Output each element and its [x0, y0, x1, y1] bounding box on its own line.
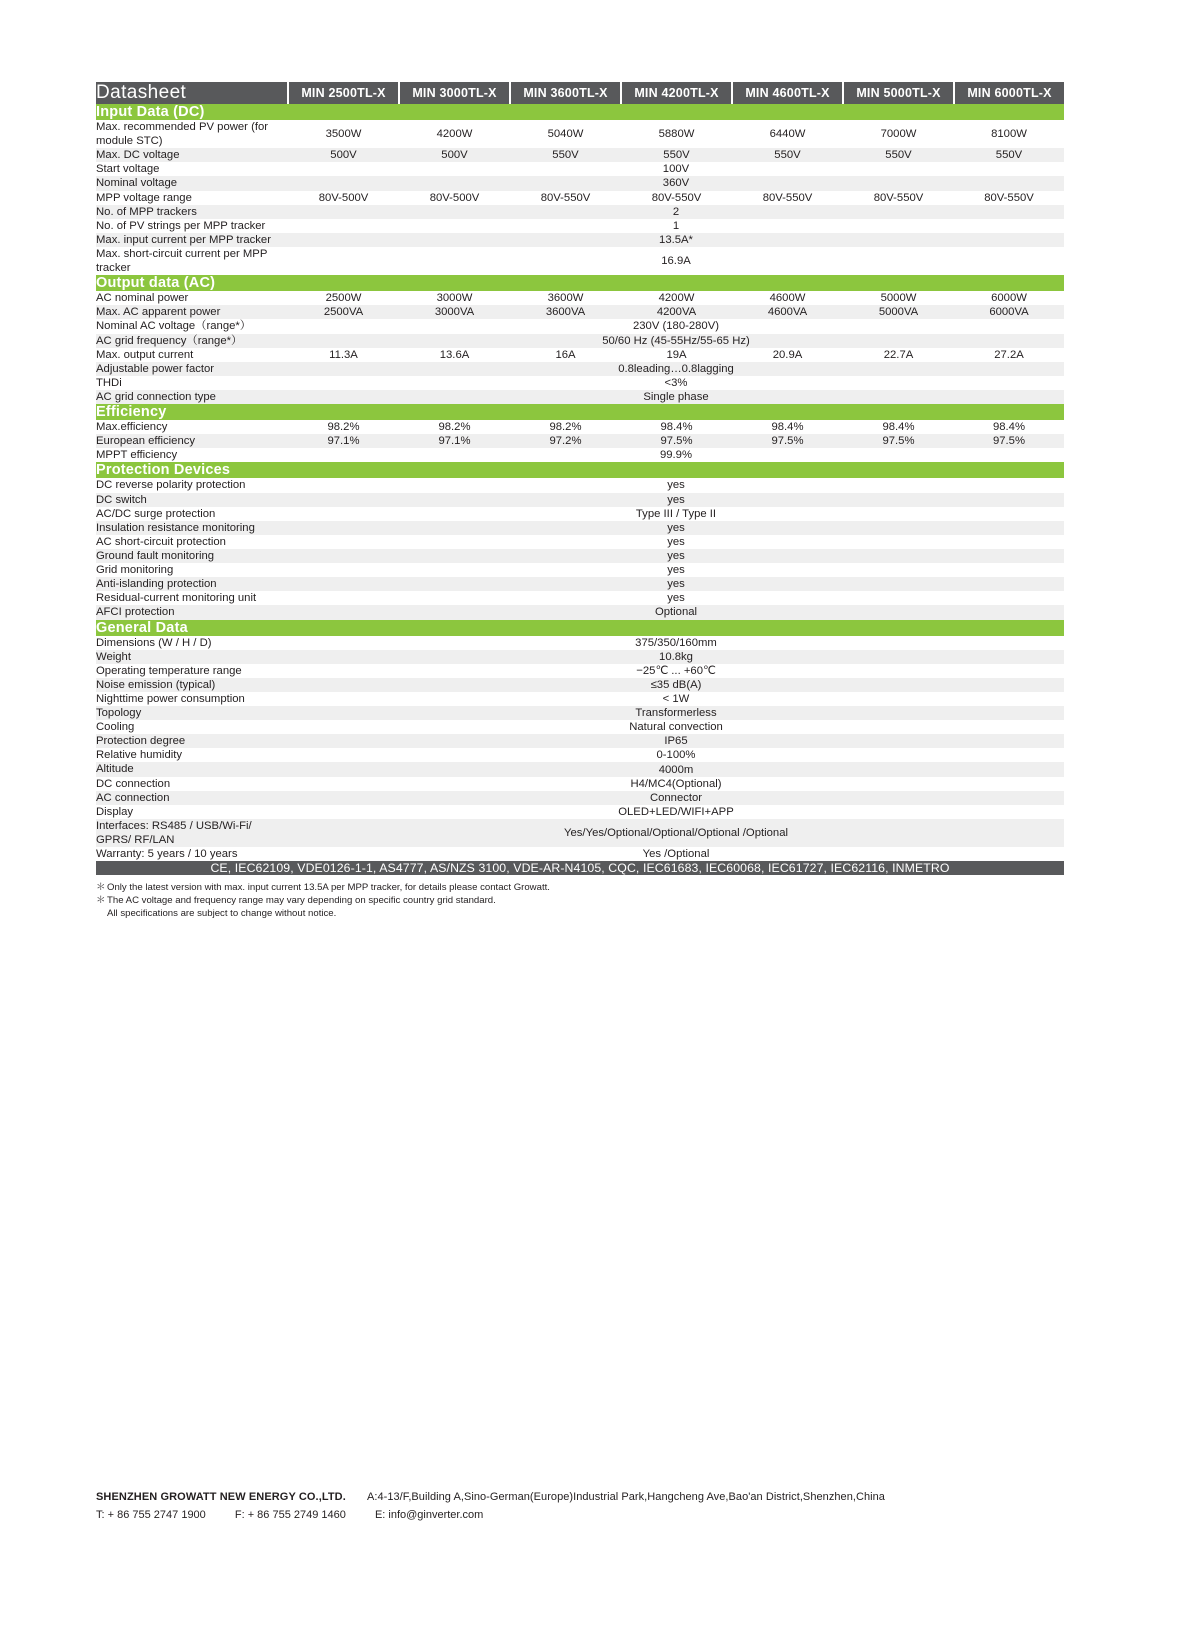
- table-row: [96, 334, 1064, 348]
- row-label: Topology: [96, 706, 288, 720]
- table-row: [96, 205, 1064, 219]
- row-value: 5000W: [843, 291, 954, 305]
- table-row: [96, 348, 1064, 362]
- row-label: Max. AC apparent power: [96, 305, 288, 319]
- model-header-3: MIN 4200TL-X: [621, 82, 732, 104]
- row-value-span: H4/MC4(Optional): [288, 777, 1064, 791]
- note-row-1: [96, 895, 1064, 908]
- row-value-span: yes: [288, 591, 1064, 605]
- table-row: [96, 478, 1064, 492]
- row-value-span: Optional: [288, 605, 1064, 619]
- row-label: Operating temperature range: [96, 664, 288, 678]
- table-row: [96, 521, 1064, 535]
- row-value: 3500W: [288, 120, 399, 148]
- row-label: MPPT efficiency: [96, 448, 288, 462]
- row-value-span: Type III / Type II: [288, 507, 1064, 521]
- row-value: 3000VA: [399, 305, 510, 319]
- row-value: 6000W: [954, 291, 1064, 305]
- model-header-6: MIN 6000TL-X: [954, 82, 1064, 104]
- row-label: Insulation resistance monitoring: [96, 521, 288, 535]
- row-value-span: yes: [288, 478, 1064, 492]
- row-label: Residual-current monitoring unit: [96, 591, 288, 605]
- row-value: 80V-500V: [288, 191, 399, 205]
- section-header-row: [96, 620, 1064, 636]
- row-value: 11.3A: [288, 348, 399, 362]
- row-label: Max. recommended PV power (for module STC): [96, 120, 288, 148]
- row-value: 7000W: [843, 120, 954, 148]
- row-value-span: yes: [288, 493, 1064, 507]
- note-0: Only the latest version with max. input current 13.5A per MPP tracker, for details please contact Growatt.: [107, 882, 550, 894]
- row-value-span: ≤35 dB(A): [288, 678, 1064, 692]
- row-value: 550V: [621, 148, 732, 162]
- row-value-span: 50/60 Hz (45-55Hz/55-65 Hz): [288, 334, 1064, 348]
- table-row: [96, 148, 1064, 162]
- row-label: Nighttime power consumption: [96, 692, 288, 706]
- row-label: Max. input current per MPP tracker: [96, 233, 288, 247]
- row-value: 3000W: [399, 291, 510, 305]
- row-value: 98.2%: [288, 420, 399, 434]
- row-label: Warranty: 5 years / 10 years: [96, 847, 288, 861]
- row-value-span: 360V: [288, 176, 1064, 190]
- certification-row: [96, 861, 1064, 875]
- datasheet-page: [96, 82, 1064, 920]
- table-row: [96, 847, 1064, 861]
- table-row: [96, 507, 1064, 521]
- row-value: 80V-550V: [843, 191, 954, 205]
- row-label: No. of MPP trackers: [96, 205, 288, 219]
- row-label: Anti-islanding protection: [96, 577, 288, 591]
- table-body: [96, 104, 1064, 861]
- table-row: [96, 176, 1064, 190]
- table-row: [96, 448, 1064, 462]
- row-value-span: 13.5A*: [288, 233, 1064, 247]
- table-row: [96, 247, 1064, 275]
- section-title: Input Data (DC): [96, 104, 1064, 120]
- row-value: 5040W: [510, 120, 621, 148]
- model-header-4: MIN 4600TL-X: [732, 82, 843, 104]
- row-value-span: 2: [288, 205, 1064, 219]
- table-row: [96, 777, 1064, 791]
- row-value: 97.5%: [732, 434, 843, 448]
- table-row: [96, 191, 1064, 205]
- table-row: [96, 120, 1064, 148]
- row-value-span: Natural convection: [288, 720, 1064, 734]
- header-row: [96, 82, 1064, 104]
- row-value: 98.4%: [732, 420, 843, 434]
- footer-company-line: [96, 1489, 1064, 1507]
- row-label: Interfaces: RS485 / USB/Wi-Fi/ GPRS/ RF/LAN: [96, 819, 288, 847]
- row-value: 8100W: [954, 120, 1064, 148]
- row-value-span: yes: [288, 577, 1064, 591]
- table-row: [96, 420, 1064, 434]
- company-name: SHENZHEN GROWATT NEW ENERGY CO.,LTD.: [96, 1491, 346, 1503]
- row-value-span: Transformerless: [288, 706, 1064, 720]
- row-value-span: Connector: [288, 791, 1064, 805]
- row-label: AC grid frequency（range*）: [96, 334, 288, 348]
- row-value-span: 0.8leading…0.8lagging: [288, 362, 1064, 376]
- table-row: [96, 563, 1064, 577]
- row-value: 98.4%: [621, 420, 732, 434]
- table-row: [96, 734, 1064, 748]
- row-value: 80V-550V: [732, 191, 843, 205]
- table-row: [96, 319, 1064, 333]
- row-value-span: 4000m: [288, 762, 1064, 776]
- table-row: [96, 678, 1064, 692]
- row-value-span: < 1W: [288, 692, 1064, 706]
- row-value: 80V-550V: [621, 191, 732, 205]
- row-label: Ground fault monitoring: [96, 549, 288, 563]
- row-value: 4200W: [399, 120, 510, 148]
- table-row: [96, 362, 1064, 376]
- row-value-span: 100V: [288, 162, 1064, 176]
- row-label: DC reverse polarity protection: [96, 478, 288, 492]
- row-label: Altitude: [96, 762, 288, 776]
- row-value-span: <3%: [288, 376, 1064, 390]
- row-value: 550V: [510, 148, 621, 162]
- datasheet-table: [96, 82, 1064, 875]
- table-row: [96, 805, 1064, 819]
- row-value: 80V-550V: [510, 191, 621, 205]
- row-value: 4600W: [732, 291, 843, 305]
- row-label: AC nominal power: [96, 291, 288, 305]
- model-header-1: MIN 3000TL-X: [399, 82, 510, 104]
- section-header-row: [96, 104, 1064, 120]
- row-value: 98.4%: [843, 420, 954, 434]
- row-label: No. of PV strings per MPP tracker: [96, 219, 288, 233]
- note-2: All specifications are subject to change without notice.: [107, 907, 337, 919]
- row-value: 2500W: [288, 291, 399, 305]
- table-row: [96, 434, 1064, 448]
- row-label: Max. DC voltage: [96, 148, 288, 162]
- table-row: [96, 549, 1064, 563]
- row-value: 13.6A: [399, 348, 510, 362]
- row-value: 550V: [843, 148, 954, 162]
- row-value-span: 16.9A: [288, 247, 1064, 275]
- row-value: 97.5%: [843, 434, 954, 448]
- table-row: [96, 605, 1064, 619]
- row-value: 97.5%: [954, 434, 1064, 448]
- row-label: Start voltage: [96, 162, 288, 176]
- model-header-5: MIN 5000TL-X: [843, 82, 954, 104]
- row-value: 4600VA: [732, 305, 843, 319]
- row-value-span: IP65: [288, 734, 1064, 748]
- row-value: 500V: [399, 148, 510, 162]
- table-row: [96, 762, 1064, 776]
- row-label: Cooling: [96, 720, 288, 734]
- row-value: 16A: [510, 348, 621, 362]
- table-row: [96, 591, 1064, 605]
- row-value-span: 375/350/160mm: [288, 636, 1064, 650]
- fax: F: + 86 755 2749 1460: [234, 1508, 346, 1521]
- row-label: Noise emission (typical): [96, 678, 288, 692]
- row-label: Display: [96, 805, 288, 819]
- row-value-span: Single phase: [288, 390, 1064, 404]
- row-label: Protection degree: [96, 734, 288, 748]
- row-value: 500V: [288, 148, 399, 162]
- row-value: 97.1%: [288, 434, 399, 448]
- notes-block: [96, 882, 1064, 920]
- page-footer: [96, 1489, 1064, 1524]
- row-value: 20.9A: [732, 348, 843, 362]
- table-row: [96, 291, 1064, 305]
- certification-body: [96, 861, 1064, 875]
- row-label: THDi: [96, 376, 288, 390]
- row-value: 80V-550V: [954, 191, 1064, 205]
- table-row: [96, 376, 1064, 390]
- row-value: 98.2%: [399, 420, 510, 434]
- note-row-0: [96, 882, 1064, 895]
- asterisk-icon: ＊: [96, 882, 106, 894]
- row-value-span: 1: [288, 219, 1064, 233]
- email[interactable]: E: info@ginverter.com: [374, 1508, 484, 1521]
- note-1: The AC voltage and frequency range may vary depending on specific country grid standard.: [107, 894, 496, 906]
- row-value: 98.2%: [510, 420, 621, 434]
- row-value: 22.7A: [843, 348, 954, 362]
- row-label: Max.efficiency: [96, 420, 288, 434]
- row-value: 3600W: [510, 291, 621, 305]
- section-header-row: [96, 462, 1064, 478]
- section-header-row: [96, 404, 1064, 420]
- table-row: [96, 706, 1064, 720]
- row-label: MPP voltage range: [96, 191, 288, 205]
- row-label: Max. short-circuit current per MPP tracker: [96, 247, 288, 275]
- table-row: [96, 233, 1064, 247]
- section-title: Efficiency: [96, 404, 1064, 420]
- table-row: [96, 748, 1064, 762]
- row-value-span: yes: [288, 563, 1064, 577]
- row-label: DC switch: [96, 493, 288, 507]
- row-value: 5000VA: [843, 305, 954, 319]
- datasheet-title: Datasheet: [96, 82, 288, 104]
- row-value: 4200VA: [621, 305, 732, 319]
- note-row-2: [96, 908, 1064, 921]
- row-value-span: OLED+LED/WIFI+APP: [288, 805, 1064, 819]
- row-label: AC/DC surge protection: [96, 507, 288, 521]
- row-value-span: 10.8kg: [288, 650, 1064, 664]
- row-value-span: Yes /Optional: [288, 847, 1064, 861]
- certification-text: CE, IEC62109, VDE0126-1-1, AS4777, AS/NZS 3100, VDE-AR-N4105, CQC, IEC61683, IEC60068, IEC61727, IEC62116, INMETRO: [96, 861, 1064, 875]
- row-value-span: yes: [288, 521, 1064, 535]
- table-row: [96, 219, 1064, 233]
- row-label: Nominal voltage: [96, 176, 288, 190]
- table-header: [96, 82, 1064, 104]
- row-label: Relative humidity: [96, 748, 288, 762]
- section-title: Output data (AC): [96, 275, 1064, 291]
- row-value-span: 0-100%: [288, 748, 1064, 762]
- row-label: Nominal AC voltage（range*）: [96, 319, 288, 333]
- row-value: 550V: [732, 148, 843, 162]
- row-label: Grid monitoring: [96, 563, 288, 577]
- row-label: Adjustable power factor: [96, 362, 288, 376]
- row-label: European efficiency: [96, 434, 288, 448]
- row-value-span: 99.9%: [288, 448, 1064, 462]
- footer-contact-line: [96, 1507, 1064, 1525]
- telephone: T: + 86 755 2747 1900: [96, 1508, 206, 1521]
- row-value: 98.4%: [954, 420, 1064, 434]
- row-value: 3600VA: [510, 305, 621, 319]
- table-row: [96, 720, 1064, 734]
- section-title: General Data: [96, 620, 1064, 636]
- row-value-span: Yes/Yes/Optional/Optional/Optional /Optional: [288, 819, 1064, 847]
- company-address: A:4-13/F,Building A,Sino-German(Europe)Industrial Park,Hangcheng Ave,Bao'an District,Shenzhen,China: [366, 1491, 885, 1503]
- section-header-row: [96, 275, 1064, 291]
- row-label: AC connection: [96, 791, 288, 805]
- row-value: 97.2%: [510, 434, 621, 448]
- table-row: [96, 577, 1064, 591]
- row-value-span: 230V (180-280V): [288, 319, 1064, 333]
- row-value: 97.1%: [399, 434, 510, 448]
- row-label: AFCI protection: [96, 605, 288, 619]
- table-row: [96, 650, 1064, 664]
- table-row: [96, 162, 1064, 176]
- row-value: 4200W: [621, 291, 732, 305]
- asterisk-icon: ＊: [96, 894, 106, 906]
- table-row: [96, 791, 1064, 805]
- row-label: Weight: [96, 650, 288, 664]
- row-value: 19A: [621, 348, 732, 362]
- row-label: Dimensions (W / H / D): [96, 636, 288, 650]
- row-value-span: −25℃ ... +60℃: [288, 664, 1064, 678]
- table-row: [96, 819, 1064, 847]
- table-row: [96, 305, 1064, 319]
- section-title: Protection Devices: [96, 462, 1064, 478]
- table-row: [96, 664, 1064, 678]
- row-value: 550V: [954, 148, 1064, 162]
- row-label: AC grid connection type: [96, 390, 288, 404]
- row-value: 2500VA: [288, 305, 399, 319]
- row-value: 27.2A: [954, 348, 1064, 362]
- row-value: 6000VA: [954, 305, 1064, 319]
- row-label: Max. output current: [96, 348, 288, 362]
- row-value-span: yes: [288, 535, 1064, 549]
- table-row: [96, 535, 1064, 549]
- row-label: DC connection: [96, 777, 288, 791]
- table-row: [96, 692, 1064, 706]
- model-header-0: MIN 2500TL-X: [288, 82, 399, 104]
- row-value: 5880W: [621, 120, 732, 148]
- row-value: 6440W: [732, 120, 843, 148]
- row-value: 80V-500V: [399, 191, 510, 205]
- row-label: AC short-circuit protection: [96, 535, 288, 549]
- model-header-2: MIN 3600TL-X: [510, 82, 621, 104]
- table-row: [96, 390, 1064, 404]
- table-row: [96, 493, 1064, 507]
- row-value: 97.5%: [621, 434, 732, 448]
- row-value-span: yes: [288, 549, 1064, 563]
- table-row: [96, 636, 1064, 650]
